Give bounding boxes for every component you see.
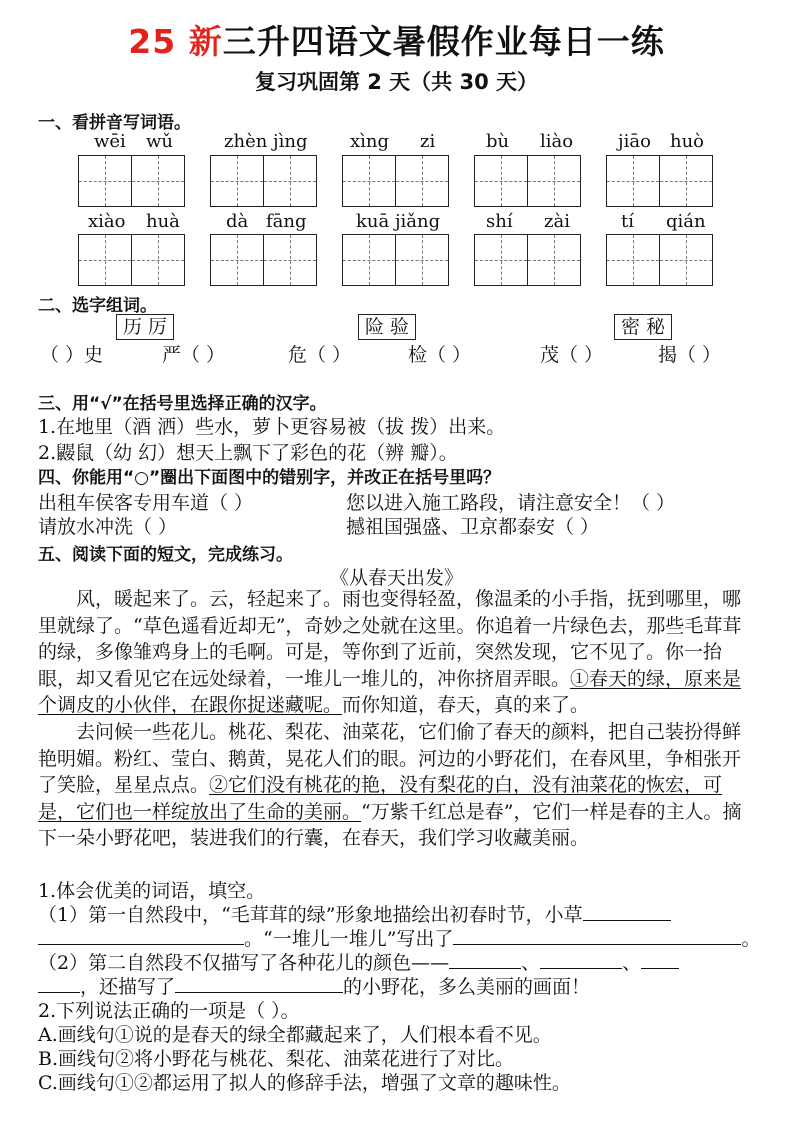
writing-box[interactable] — [395, 234, 449, 286]
answer-blank[interactable] — [38, 926, 244, 945]
word-blank[interactable]: 危（ ） — [288, 344, 352, 366]
section1-heading: 一、看拼音写词语。 — [38, 113, 191, 133]
writing-box[interactable] — [474, 155, 528, 207]
answer-blank[interactable] — [449, 950, 521, 969]
pinyin: wǔ — [146, 131, 173, 152]
question-5-1-1: （1）第一自然段中，“毛茸茸的绿”形象地描绘出初春时节，小草 — [38, 900, 671, 927]
answer-blank[interactable] — [641, 950, 679, 969]
writing-box[interactable] — [342, 234, 396, 286]
writing-box[interactable] — [210, 155, 264, 207]
word-blank[interactable]: （ ）史 — [40, 344, 104, 366]
pinyin: huà — [146, 211, 180, 232]
word-blank[interactable]: 检（ ） — [408, 344, 472, 366]
answer-blank[interactable] — [453, 926, 741, 945]
answer-blank[interactable] — [540, 950, 622, 969]
pinyin: xiào — [88, 211, 126, 232]
passage-paragraph-1: 风，暖起来了。云，轻起来了。雨也变得轻盈，像温柔的小手指，抚到哪里，哪里就绿了。“草色遥看近却无”，奇妙之处就在这里。你追着一片绿色去，那些毛茸茸的绿，多像雏鸡身上的毛啊。可是，等你到了近前，突然发现，它不见了。你一抬眼，却又看见它在远处绿着，一堆儿一堆儿的，冲你挤眉弄眼。①春天的绿，原来是个调皮的小伙伴，在跟你捉迷藏呢。而你知道，春天，真的来了。 — [38, 588, 742, 717]
page-subtitle: 复习巩固第 2 天（共 30 天） — [254, 70, 539, 94]
writing-box[interactable] — [78, 234, 132, 286]
char-pair: 历 厉 — [116, 314, 174, 340]
question-1: 1.在地里（酒 洒）些水，萝卜更容易被（拔 拨）出来。 — [38, 416, 506, 438]
typo-item[interactable]: 撼祖国强盛、卫京都泰安（ ） — [346, 516, 600, 538]
answer-blank[interactable] — [38, 974, 80, 993]
pinyin: fāng — [266, 211, 307, 232]
char-pair: 险 验 — [358, 314, 416, 340]
writing-box[interactable] — [263, 234, 317, 286]
typo-item[interactable]: 您以进入施工路段，请注意安全！（ ） — [346, 492, 676, 514]
pinyin: wēi — [94, 131, 126, 152]
section4-heading: 四、你能用“○”圈出下面图中的错别字，并改正在括号里吗？ — [38, 468, 501, 488]
writing-box[interactable] — [131, 155, 185, 207]
pinyin: liào — [540, 131, 574, 152]
question-5-2[interactable]: 2.下列说法正确的一项是（ ）。 — [38, 1000, 300, 1022]
char-pair: 密 秘 — [614, 314, 672, 340]
typo-item[interactable]: 请放水冲洗（ ） — [38, 516, 178, 538]
writing-box[interactable] — [342, 155, 396, 207]
page-title — [0, 16, 793, 63]
underlined-sentence-1: ①春天的绿，原来是个调皮的小伙伴，在跟你捉迷藏呢。 — [38, 667, 742, 717]
pinyin: kuā jiǎng — [356, 211, 441, 232]
title-text: 三升四语文暑假作业每日一练 — [222, 22, 665, 61]
option-b[interactable]: B.画线句②将小野花与桃花、梨花、油菜花进行了对比。 — [38, 1048, 515, 1070]
question-5-1-2: （2）第二自然段不仅描写了各种花儿的颜色—— 、 、 — [38, 948, 679, 975]
typo-item[interactable]: 出租车侯客专用车道（ ） — [38, 492, 254, 514]
writing-box[interactable] — [395, 155, 449, 207]
word-blank[interactable]: 揭（ ） — [658, 344, 722, 366]
pinyin: zhèn jìng — [224, 131, 308, 152]
pinyin: bù — [486, 131, 510, 152]
answer-blank[interactable] — [583, 902, 671, 921]
title-number: 25 新 — [128, 22, 223, 61]
writing-box[interactable] — [606, 234, 660, 286]
question-5-1-1-cont: 。“一堆儿一堆儿”写出了 。 — [38, 924, 760, 951]
writing-box[interactable] — [659, 234, 713, 286]
writing-box[interactable] — [210, 234, 264, 286]
question-5-1-2-cont: ，还描写了 的小野花，多么美丽的画面！ — [38, 972, 590, 999]
passage-title: 《从春天出发》 — [329, 567, 463, 589]
writing-box[interactable] — [527, 155, 581, 207]
pinyin: huò — [670, 131, 705, 152]
pinyin: tí — [621, 211, 634, 232]
writing-box[interactable] — [263, 155, 317, 207]
option-c[interactable]: C.画线句①②都运用了拟人的修辞手法，增强了文章的趣味性。 — [38, 1072, 571, 1094]
option-a[interactable]: A.画线句①说的是春天的绿全都藏起来了，人们根本看不见。 — [38, 1024, 552, 1046]
pinyin: shí — [486, 211, 513, 232]
writing-box[interactable] — [78, 155, 132, 207]
pinyin: zi — [420, 131, 436, 152]
passage-paragraph-2: 去问候一些花儿。桃花、梨花、油菜花，它们偷了春天的颜料，把自己装扮得鲜艳明媚。粉红、莹白、鹅黄，晃花人们的眼。河边的小野花们，在春风里，争相张开了笑脸，星星点点。②它们没有桃花的艳，没有梨花的白，没有油菜花的恢宏，可是，它们也一样绽放出了生命的美丽。“万紫千红总是春”，它们一样是春的主人。摘下一朵小野花吧，装进我们的行囊，在春天，我们学习收藏美丽。 — [38, 721, 742, 850]
writing-box[interactable] — [606, 155, 660, 207]
answer-blank[interactable] — [175, 974, 343, 993]
section3-heading: 三、用“√”在括号里选择正确的汉字。 — [38, 394, 327, 414]
word-blank[interactable]: 严（ ） — [162, 344, 226, 366]
word-blank[interactable]: 茂（ ） — [540, 344, 604, 366]
pinyin: zài — [544, 211, 570, 232]
pinyin: qián — [666, 211, 706, 232]
section2-heading: 二、选字组词。 — [38, 296, 157, 316]
underlined-sentence-2: ②它们没有桃花的艳，没有梨花的白，没有油菜花的恢宏，可是，它们也一样绽放出了生命的美丽。 — [38, 774, 723, 823]
writing-box[interactable] — [131, 234, 185, 286]
writing-box[interactable] — [527, 234, 581, 286]
writing-box[interactable] — [474, 234, 528, 286]
pinyin: xìng — [350, 131, 390, 152]
section5-heading: 五、阅读下面的短文，完成练习。 — [38, 545, 293, 565]
pinyin: dà — [226, 211, 249, 232]
pinyin: jiāo — [618, 131, 651, 152]
writing-box[interactable] — [659, 155, 713, 207]
question-2: 2.鼹鼠（幼 幻）想天上飘下了彩色的花（辨 瓣）。 — [38, 442, 458, 464]
question-5-1: 1.体会优美的词语，填空。 — [38, 880, 266, 902]
